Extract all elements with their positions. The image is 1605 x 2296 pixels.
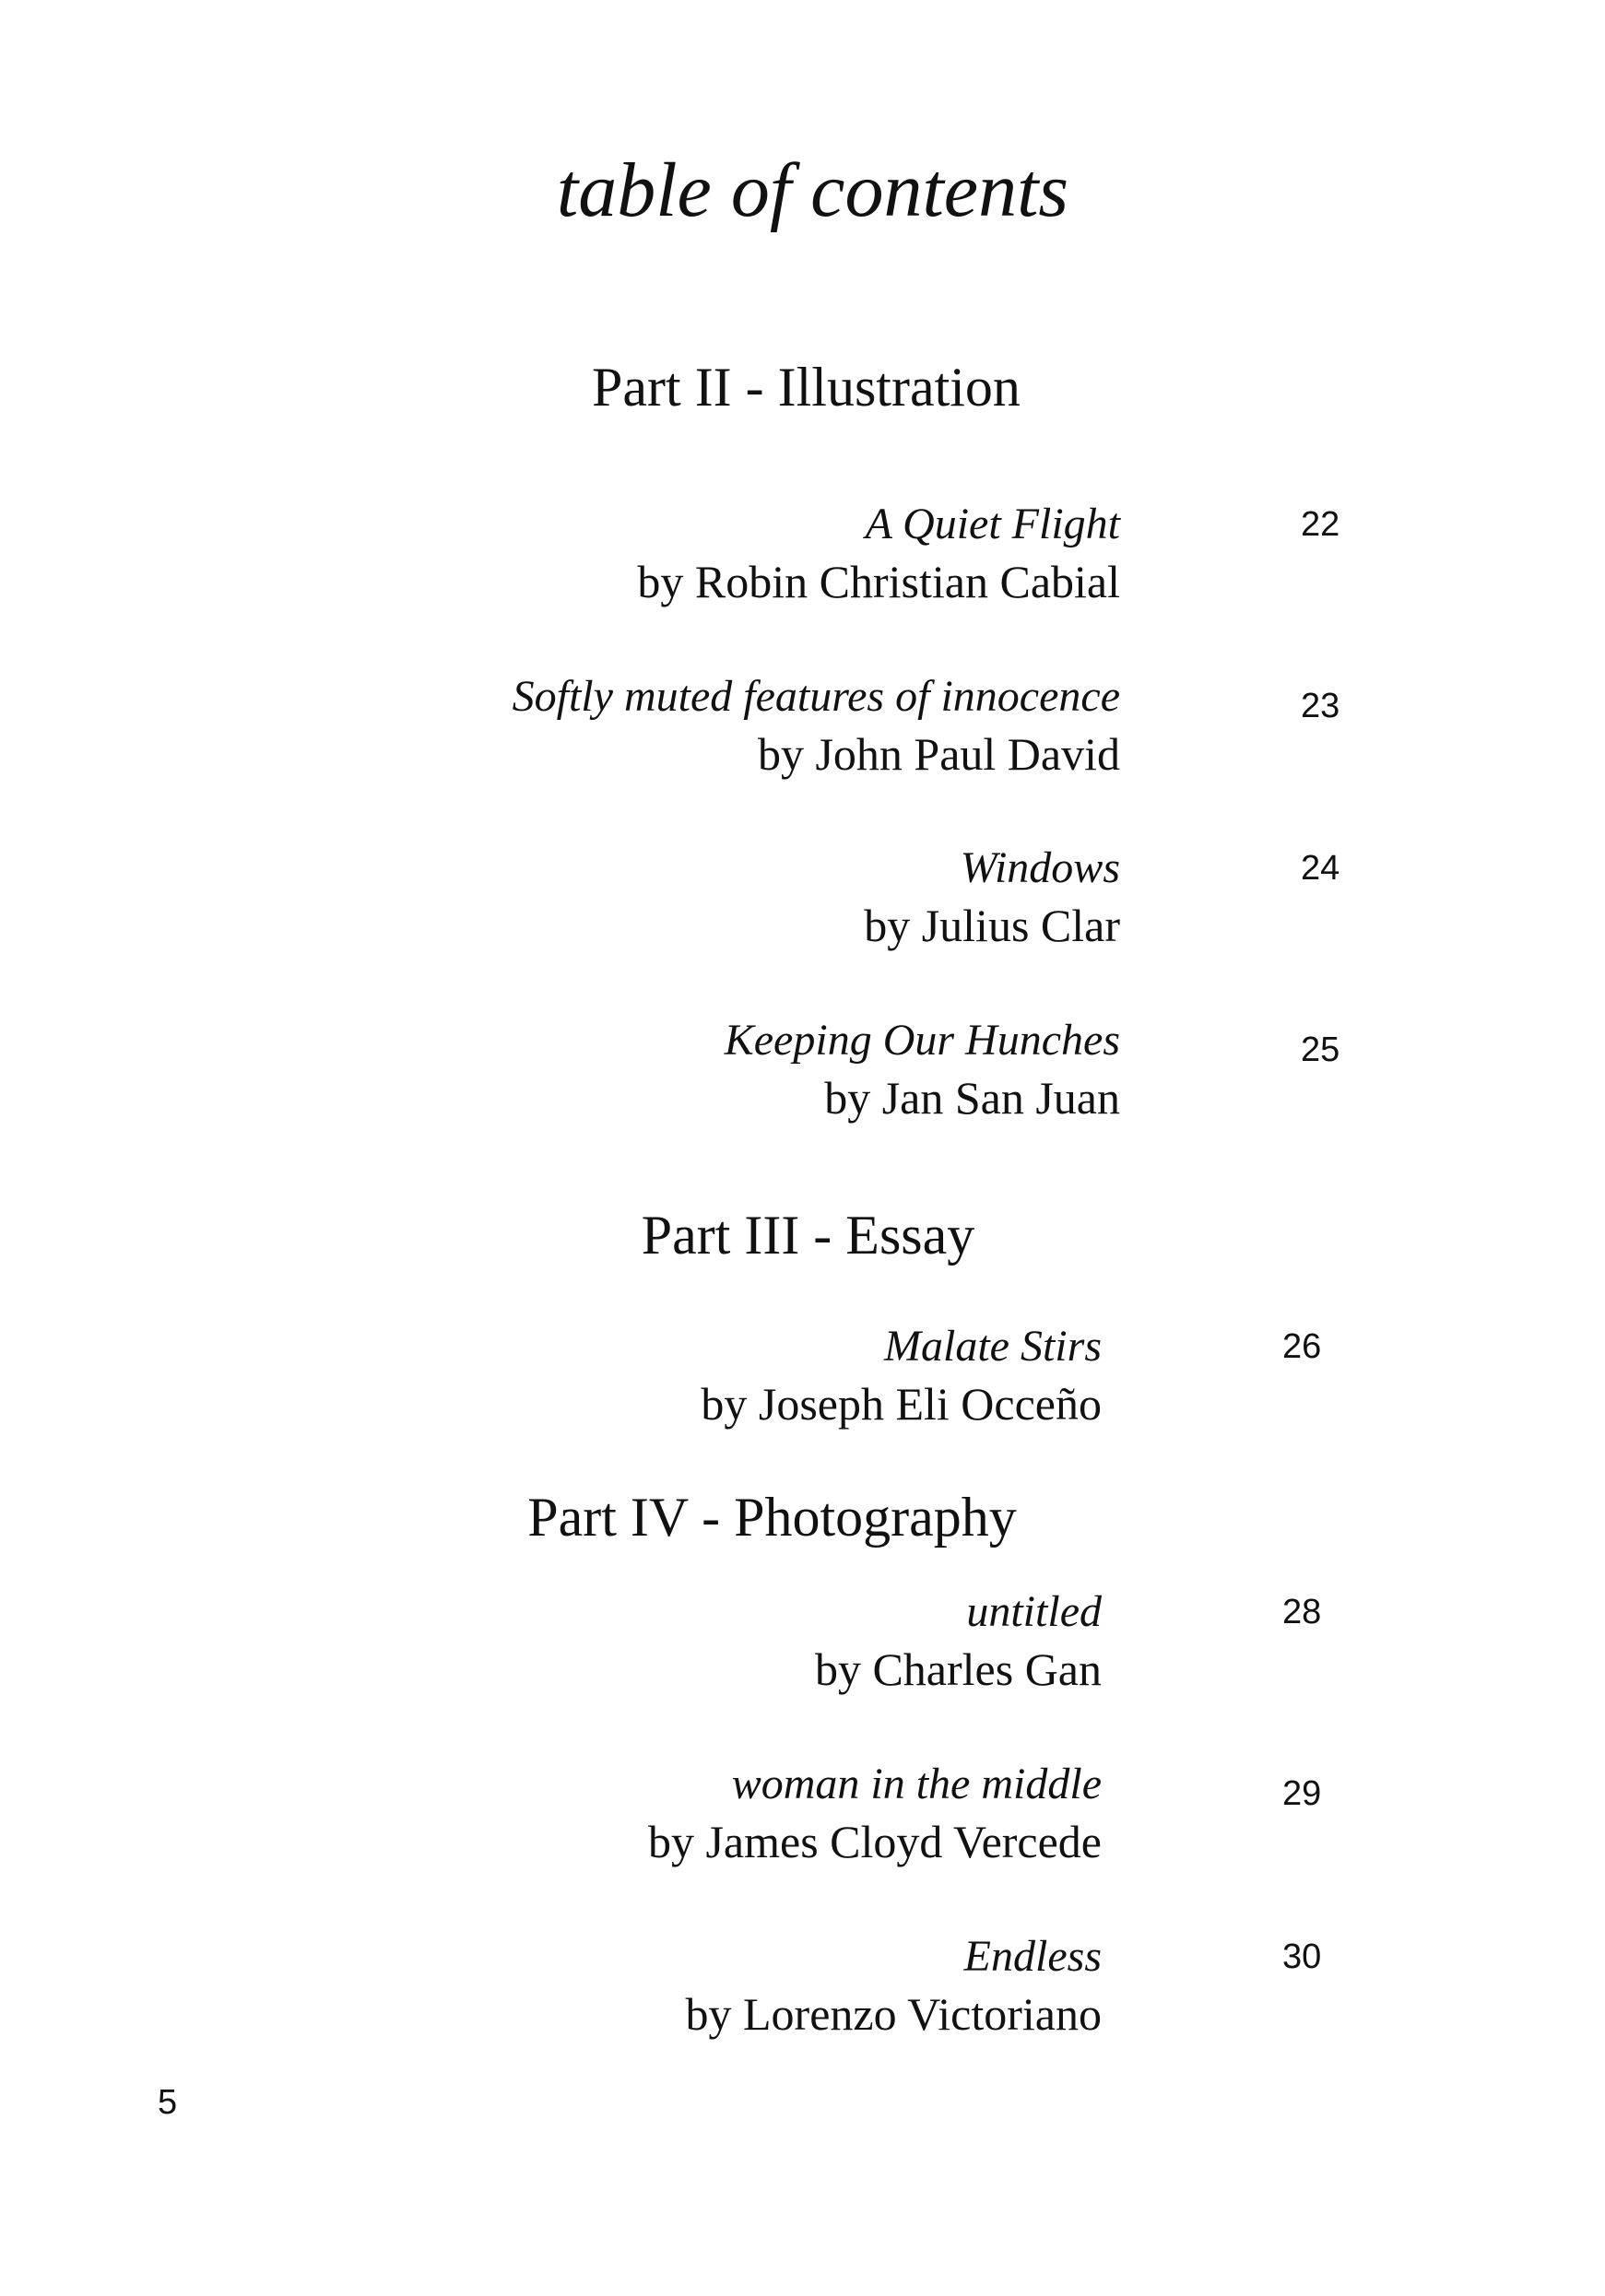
- page-title: table of contents: [556, 147, 1069, 233]
- entry-title: untitled: [966, 1587, 1102, 1636]
- entry-byline: by Lorenzo Victoriano: [685, 1988, 1102, 2040]
- toc-entry: [0, 668, 1605, 797]
- toc-entry: [0, 840, 1605, 969]
- section-heading-illustration: Part II - Illustration: [592, 357, 1021, 418]
- entry-title: Endless: [963, 1932, 1102, 1981]
- page-number: 5: [158, 2083, 178, 2122]
- entry-byline: by James Cloyd Vercede: [647, 1816, 1102, 1867]
- section-heading-photography: Part IV - Photography: [527, 1487, 1017, 1548]
- entry-page-number: 23: [1301, 687, 1340, 725]
- entry-page-number: 29: [1282, 1774, 1322, 1813]
- entry-page-number: 22: [1301, 505, 1340, 544]
- toc-entry: [0, 496, 1605, 625]
- entry-byline: by Charles Gan: [814, 1643, 1102, 1695]
- entry-byline: by Joseph Eli Occeño: [701, 1378, 1102, 1430]
- entry-page-number: 24: [1301, 849, 1340, 888]
- entry-page-number: 28: [1282, 1593, 1322, 1631]
- entry-page-number: 30: [1282, 1937, 1322, 1976]
- entry-title: A Quiet Flight: [865, 500, 1120, 548]
- toc-entry: [0, 1928, 1605, 2057]
- entry-title: Keeping Our Hunches: [724, 1016, 1120, 1065]
- entry-byline: by Jan San Juan: [824, 1072, 1120, 1124]
- toc-entry: [0, 1012, 1605, 1141]
- section-heading-essay: Part III - Essay: [641, 1205, 975, 1266]
- entry-title: woman in the middle: [731, 1760, 1102, 1808]
- entry-byline: by Robin Christian Cabial: [637, 556, 1120, 607]
- entry-page-number: 26: [1282, 1327, 1322, 1366]
- toc-entry: [0, 1584, 1605, 1713]
- toc-entry: [0, 1318, 1605, 1447]
- toc-entry: [0, 1756, 1605, 1885]
- entry-byline: by Julius Clar: [864, 900, 1120, 951]
- entry-byline: by John Paul David: [757, 728, 1120, 780]
- entry-page-number: 25: [1301, 1030, 1340, 1069]
- entry-title: Softly muted features of innocence: [512, 672, 1120, 721]
- entry-title: Malate Stirs: [884, 1322, 1102, 1371]
- entry-title: Windows: [960, 843, 1120, 892]
